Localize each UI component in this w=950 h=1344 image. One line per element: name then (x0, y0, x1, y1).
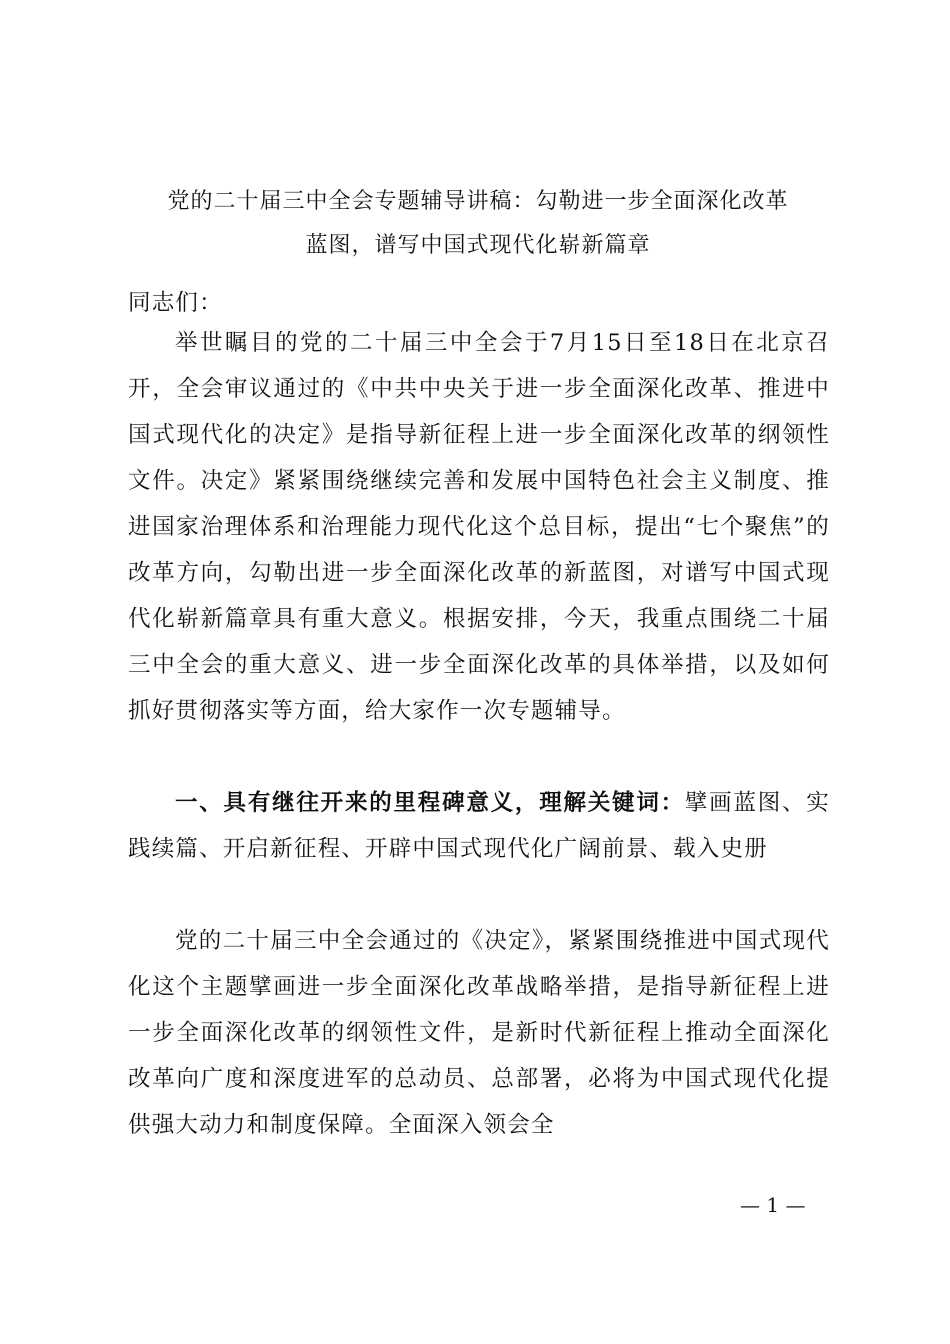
section-heading-1 (128, 780, 830, 872)
section-heading-1-bold: 一、具有继往开来的里程碑意义，理解关键词： (175, 790, 685, 816)
paragraph-intro: 举世瞩目的党的二十届三中全会于7月15日至18日在北京召开，全会审议通过的《中共中央关于进一步全面深化改革、推进中国式现代化的决定》是指导新征程上进一步全面深化改革的纲领性文件。决定》紧紧围绕继续完善和发展中国特色社会主义制度、推进国家治理体系和治理能力现代化这个总目标，提出“七个聚焦”的改革方向，勾勒出进一步全面深化改革的新蓝图，对谱写中国式现代化崭新篇章具有重大意义。根据安排，今天，我重点围绕二十届三中全会的重大意义、进一步全面深化改革的具体举措，以及如何抓好贯彻落实等方面，给大家作一次专题辅导。 (128, 330, 830, 724)
document-title-line-1: 党的二十届三中全会专题辅导讲稿：勾勒进一步全面深化改革 (167, 189, 789, 214)
section-heading-1-keywords: 擘画蓝图、实践续篇、开启新征程、开辟中国式现代化广阔前景、载入史册 (128, 790, 831, 862)
page-number: — 1 — (740, 1193, 806, 1217)
salutation: 同志们： (128, 290, 223, 316)
paragraph-section-1: 党的二十届三中全会通过的《决定》，紧紧围绕推进中国式现代化这个主题擘画进一步全面深化改革战略举措，是指导新征程上进一步全面深化改革的纲领性文件，是新时代新征程上推动全面深化改革向广度和深度进军的总动员、总部署，必将为中国式现代化提供强大动力和制度保障。全面深入领会全 (128, 928, 830, 1138)
document-title-line-2: 蓝图，谱写中国式现代化崭新篇章 (305, 233, 651, 258)
